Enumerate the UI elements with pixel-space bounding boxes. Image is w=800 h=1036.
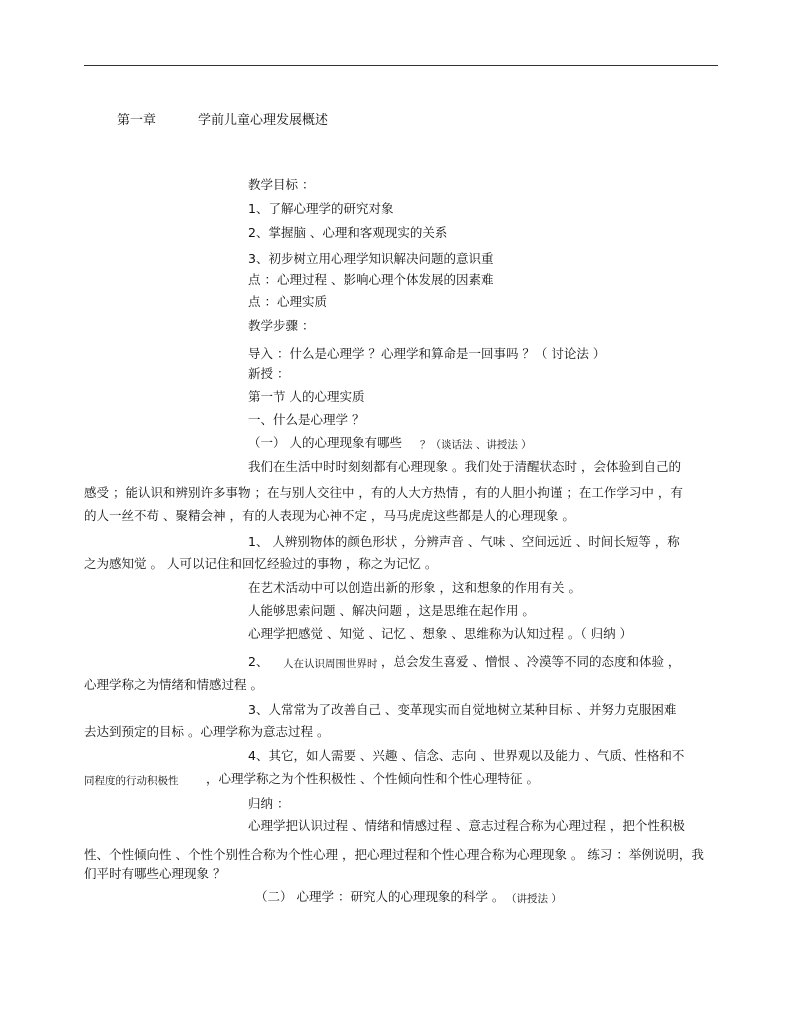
subsection-heading: 一、什么是心理学 ？	[248, 412, 365, 427]
subheading-1-method: ？（谈话法 、讲授法 ）	[420, 439, 532, 451]
teaching-goals-heading: 教学目标 ：	[248, 177, 315, 192]
item-2-line-2: 心理学称之为情绪和情感过程 。	[84, 677, 263, 692]
subheading-2-method: （讲授法 ）	[506, 893, 562, 905]
difficult-points: 点 ：心理实质	[248, 294, 327, 309]
chapter-label: 第一章	[117, 113, 157, 128]
subheading-1: （一） 人的心理现象有哪些	[248, 435, 402, 450]
section-1-title: 第一节 人的心理实质	[248, 389, 365, 404]
goal-2: 2、掌握脑 、心理和客观现实的关系	[248, 225, 448, 240]
cognition-summary: 心理学把感觉 、知觉 、记忆 、想象 、思维称为认知过程 。（ 归纳 ）	[248, 626, 633, 641]
summary-line-1: 心理学把认识过程 、情绪和情感过程 、意志过程合称为心理过程 ，把个性积极	[248, 818, 685, 833]
paragraph-1-line-2: 感受 ；能认识和辨别许多事物 ；在与别人交往中 ，有的人大方热情 ，有的人胆小拘谨 ；在工作学习中 ，有	[84, 485, 683, 500]
introduction: 导入 ：什么是心理学 ？心理学和算命是一回事吗 ？（ 讨论法 ）	[248, 346, 606, 361]
item-1-line-2: 之为感知觉 。 人可以记住和回忆经验过的事物 ，称之为记忆 。	[84, 556, 438, 571]
summary-line-2: 性、个性倾向性 、个性个别性合称为个性心理 ，把心理过程和个性心理合称为心理现象 。 练习 ：举例说明，我	[84, 847, 704, 862]
item-2-line-1: ，总会发生喜爱 、憎恨 、冷漠等不同的态度和体验 ，	[381, 654, 681, 669]
summary-heading: 归纳 ：	[248, 796, 290, 811]
subheading-2: （二） 心理学 ：研究人的心理现象的科学 。	[255, 889, 505, 904]
item-2-small-text: 人在认识周围世界时	[283, 658, 378, 670]
paragraph-1-line-1: 我们在生活中时时刻刻都有心理现象 。我们处于清醒状态时 ，会体验到自己的	[248, 459, 681, 474]
header-rule	[84, 65, 718, 66]
teaching-steps-heading: 教学步骤 ：	[248, 318, 315, 333]
goal-1: 1、了解心理学的研究对象	[248, 201, 394, 216]
item-3-line-1: 3、人常常为了改善自己 、变革现实而自觉地树立某种目标 、并努力克服困难	[248, 702, 677, 717]
goal-3: 3、初步树立用心理学知识解决问题的意识重	[248, 251, 494, 266]
imagination-line: 在艺术活动中可以创造出新的形象 ，这和想象的作用有关 。	[248, 580, 581, 595]
thinking-line: 人能够思索问题 、解决问题 ，这是思维在起作用 。	[248, 603, 535, 618]
summary-line-3: 们平时有哪些心理现象 ？	[84, 866, 226, 881]
item-3-line-2: 去达到预定的目标 。心理学称为意志过程 。	[84, 724, 330, 739]
key-points: 点 ：心理过程 、影响心理个体发展的因素难	[248, 272, 494, 287]
item-2-number: 2、	[248, 654, 269, 669]
new-lesson-heading: 新授 ：	[248, 366, 290, 381]
item-4-line-2: ，心理学称之为个性积极性 、个性倾向性和个性心理特征 。	[206, 771, 539, 786]
chapter-title: 学前儿童心理发展概述	[198, 113, 329, 128]
item-1-line-1: 1、 人辨别物体的颜色形状 ，分辨声音 、气味 、空间远近 、时间长短等 ，称	[248, 534, 680, 549]
item-4-line-1: 4、其它，如人需要 、兴趣 、信念、志向 、世界观以及能力 、气质、性格和不	[248, 748, 685, 763]
item-4-small-text: 同程度的行动积极性	[84, 775, 179, 787]
paragraph-1-line-3: 的人一丝不苟 、聚精会神 ，有的人表现为心神不定 ，马马虎虎这些都是人的心理现象 。	[84, 508, 575, 523]
